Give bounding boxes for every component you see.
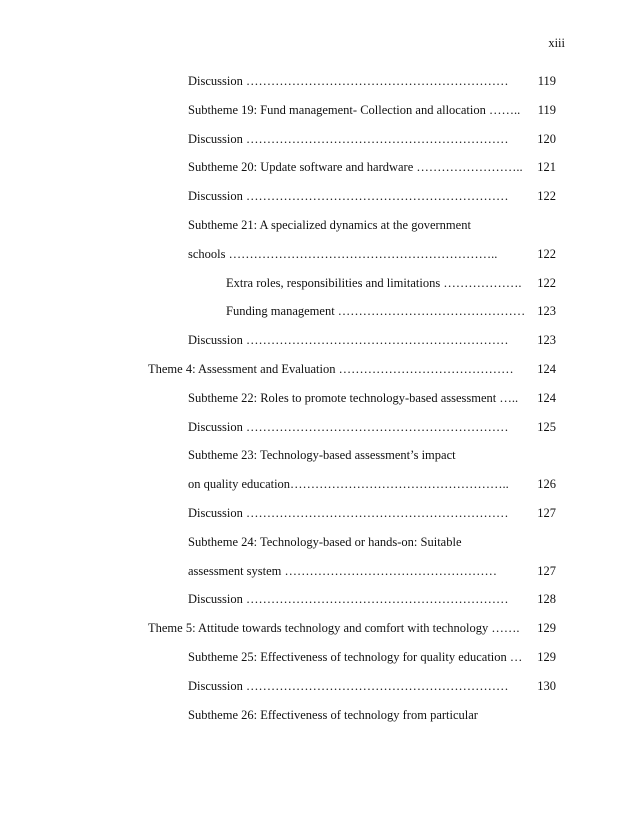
toc-entry [148, 619, 556, 637]
toc-entry [188, 590, 556, 608]
toc-entry-page: 124 [537, 362, 556, 376]
toc-entry [188, 72, 556, 90]
toc-entry-title: Discussion ……………………………………………………… [188, 74, 509, 88]
toc-entry [148, 360, 556, 378]
toc-entry [188, 389, 556, 407]
toc-entry-page: 122 [537, 275, 556, 290]
toc-entry [188, 331, 556, 349]
toc-entry-page: 119 [537, 74, 556, 88]
toc-entry-title: Subtheme 26: Effectiveness of technology from particular [188, 707, 478, 722]
toc-entry-title: Subtheme 20: Update software and hardware …………………….. [188, 160, 523, 175]
toc-entry-title: Discussion ……………………………………………………… [188, 678, 509, 693]
toc-entry-title: Discussion ……………………………………………………… [188, 131, 509, 146]
toc-entry-title: Discussion ……………………………………………………… [188, 592, 509, 607]
toc-entry-page: 119 [537, 102, 556, 117]
toc-entry [188, 706, 556, 724]
toc-entry [188, 475, 556, 493]
toc-entry-page: 130 [537, 678, 556, 693]
toc-entry [188, 446, 556, 464]
toc-entry-page: 122 [537, 189, 556, 204]
page-number: xiii [548, 36, 565, 50]
toc-entry-title: Subtheme 23: Technology-based assessment’s impact [188, 448, 456, 463]
toc-entry-page: 121 [537, 160, 556, 175]
toc-entry [188, 245, 556, 263]
toc-entry-page: 125 [537, 419, 556, 434]
toc-entry [226, 274, 556, 292]
toc-entry-title: Subtheme 21: A specialized dynamics at the government [188, 218, 471, 232]
toc-entry-title: Extra roles, responsibilities and limitations ………………. [226, 275, 522, 290]
toc-entry [188, 533, 556, 551]
toc-entry-page: 124 [537, 390, 556, 405]
toc-entry-title: Theme 5: Attitude towards technology and comfort with technology ……. [148, 621, 520, 636]
toc-entry [188, 562, 556, 580]
toc-entry-title: assessment system …………………………………………… [188, 563, 498, 578]
toc-entry-title: Subtheme 24: Technology-based or hands-on: Suitable [188, 534, 462, 549]
toc-entry-page: 127 [537, 563, 556, 578]
toc-entry-page: 123 [537, 333, 556, 348]
toc-entry-title: Subtheme 22: Roles to promote technology-based assessment ….. [188, 390, 519, 405]
toc-entry [188, 504, 556, 522]
toc-entry-page: 129 [537, 650, 556, 664]
toc-entry-title: Discussion ……………………………………………………… [188, 189, 509, 204]
toc-entry-page: 120 [537, 131, 556, 146]
toc-entry-title: Subtheme 19: Fund management- Collection and allocation …….. [188, 102, 521, 117]
toc-entry [226, 302, 556, 320]
toc-entry-page: 129 [537, 621, 556, 636]
toc-entry-title: on quality education…………………………………………….. [188, 477, 509, 492]
toc-entry [188, 648, 556, 666]
toc-entry [188, 187, 556, 205]
toc-entry-page: 128 [537, 592, 556, 607]
toc-entry [188, 101, 556, 119]
toc-entry-title: Subtheme 25: Effectiveness of technology for quality education … [188, 650, 523, 664]
toc-entry-title: Theme 4: Assessment and Evaluation …………………………………… [148, 362, 514, 376]
toc-entry-title: Discussion ……………………………………………………… [188, 419, 509, 434]
toc-entry-title: schools ……………………………………………………….. [188, 246, 498, 261]
toc-entry-title: Discussion ……………………………………………………… [188, 333, 509, 348]
toc-entry-page: 127 [537, 506, 556, 520]
toc-entry [188, 418, 556, 436]
toc-entry [188, 216, 556, 234]
toc-entry [188, 677, 556, 695]
toc-entry-page: 126 [537, 477, 556, 492]
toc-entry [188, 158, 556, 176]
toc-entry-title: Discussion ……………………………………………………… [188, 506, 509, 520]
toc-entry-page: 122 [537, 246, 556, 261]
toc-entry-title: Funding management ……………………………………… [226, 304, 526, 319]
toc-entry-page: 123 [537, 304, 556, 319]
toc-entry [188, 130, 556, 148]
